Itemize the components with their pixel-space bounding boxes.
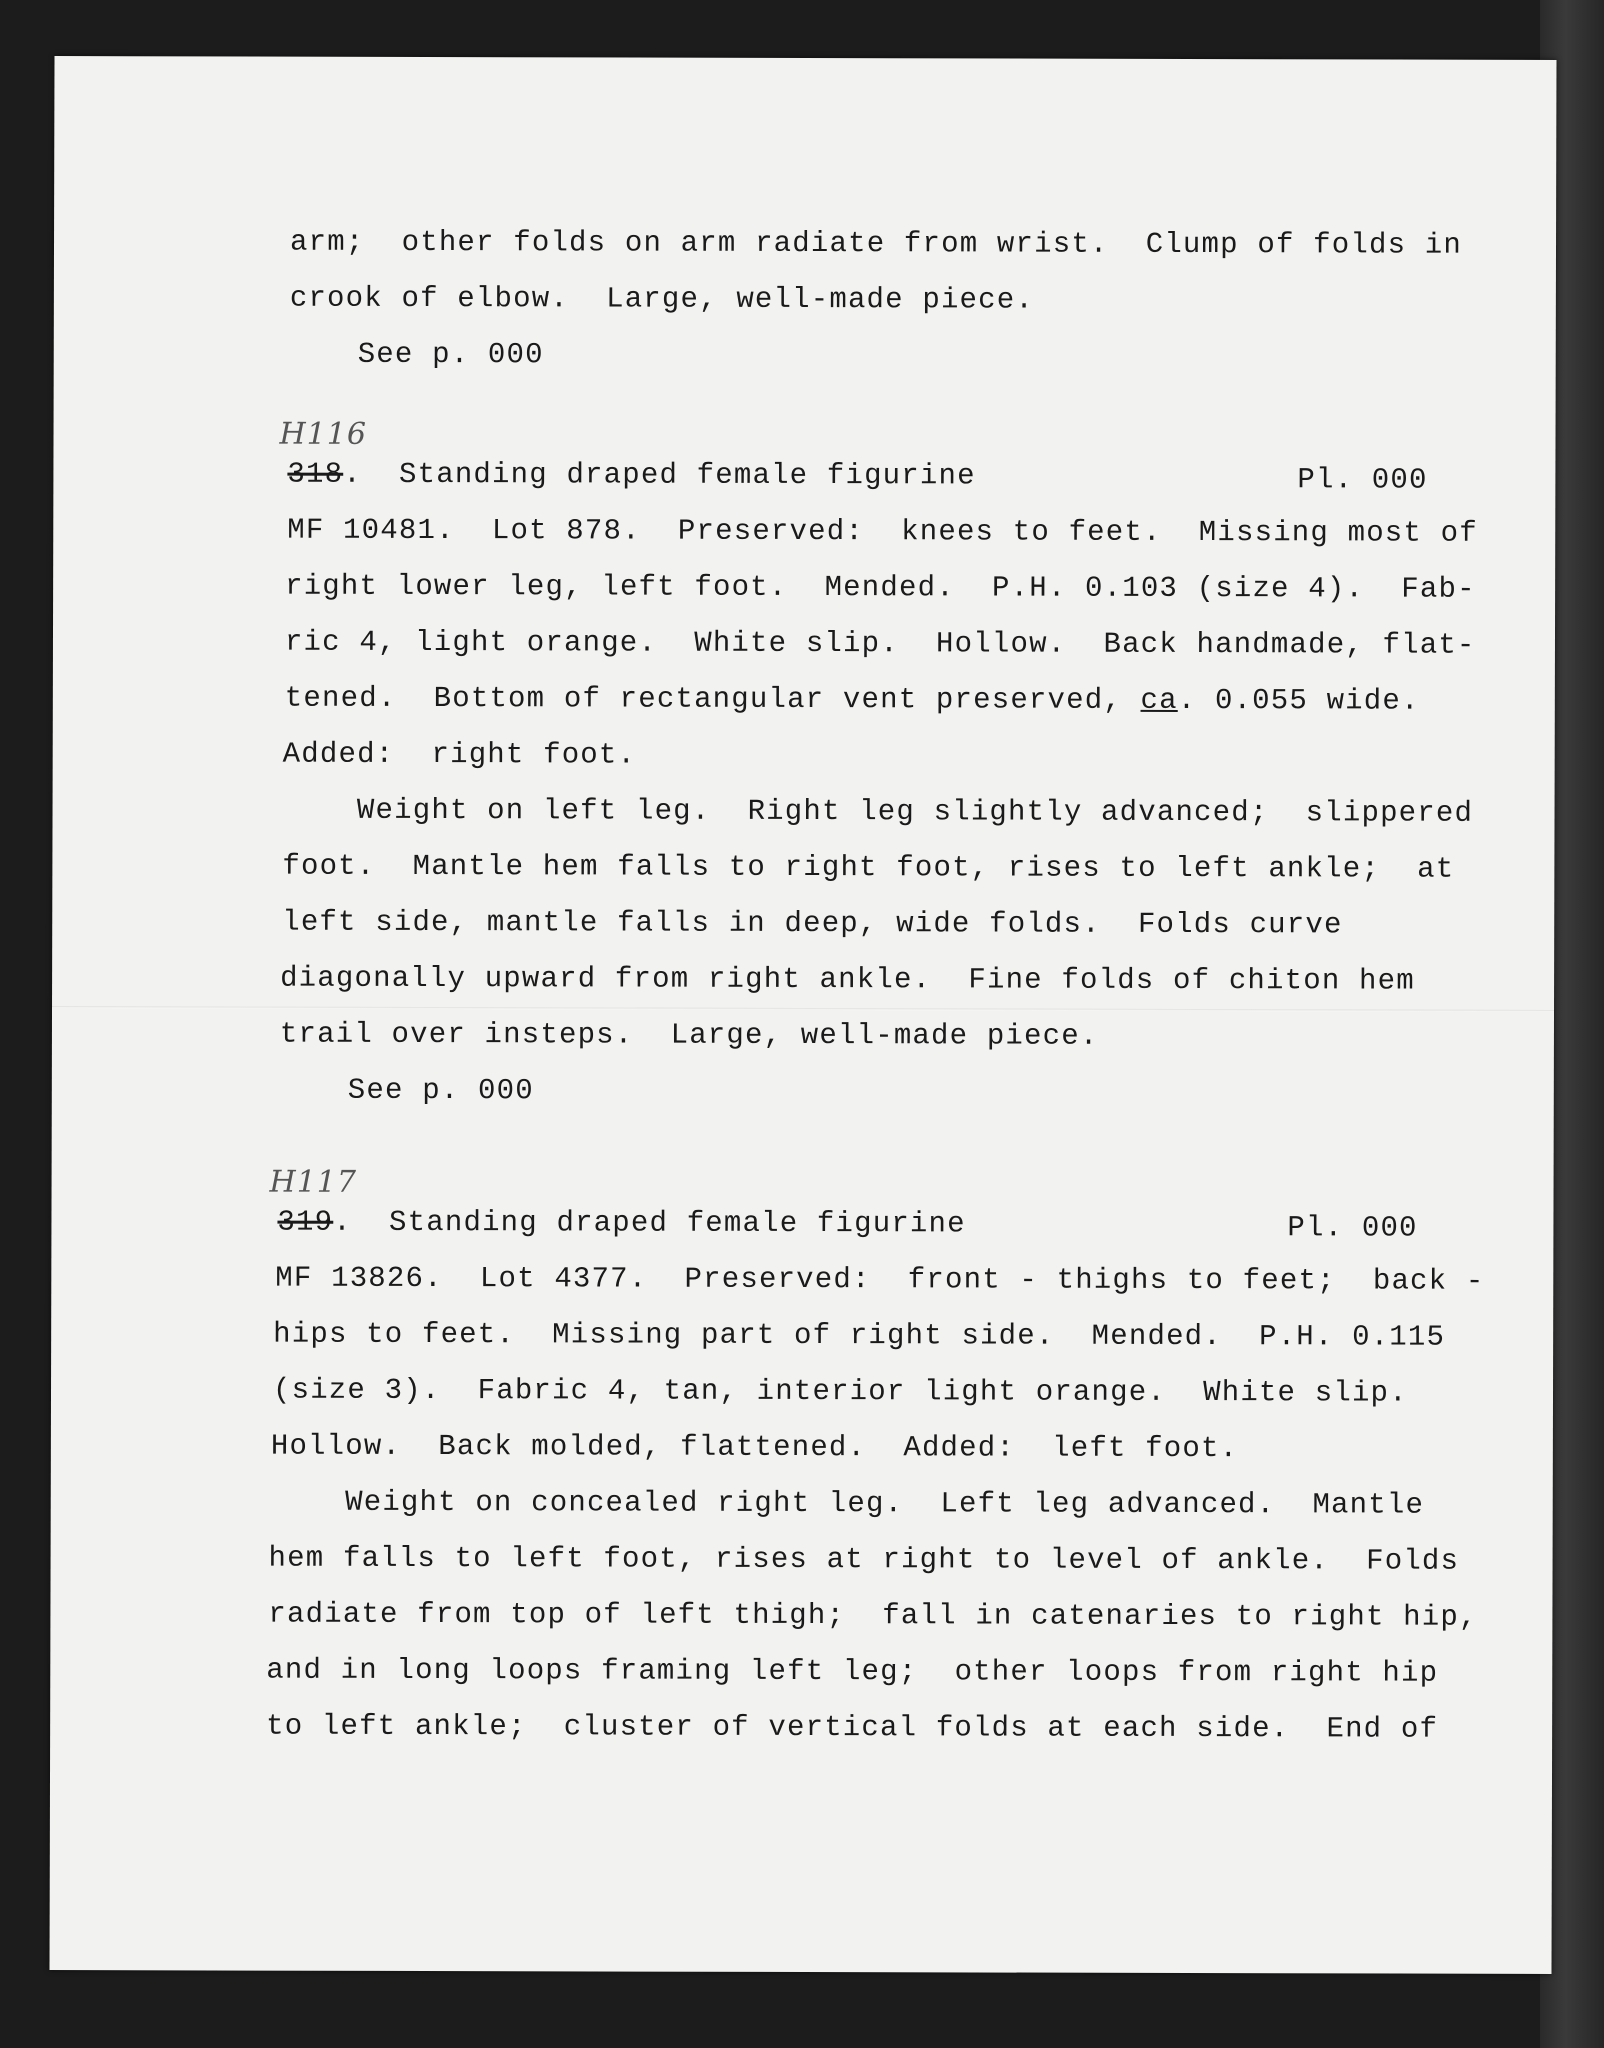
text-line: right lower leg, left foot. Mended. P.H. 0.103 (size 4). Fab- xyxy=(285,569,1476,606)
entry-heading xyxy=(277,1205,965,1243)
text-line: and in long loops framing left leg; other loops from right hip xyxy=(266,1653,1439,1690)
text-line: left side, mantle falls in deep, wide folds. Folds curve xyxy=(282,905,1343,942)
see-reference: See p. 000 xyxy=(357,337,544,372)
text-line: MF 13826. Lot 4377. Preserved: front - thighs to feet; back - xyxy=(275,1261,1485,1298)
document-page xyxy=(49,56,1556,1974)
text-line: crook of elbow. Large, well-made piece. xyxy=(289,281,1035,317)
see-reference: See p. 000 xyxy=(347,1073,534,1108)
paper-fold xyxy=(52,1006,1554,1012)
text-line: Added: right foot. xyxy=(282,737,637,772)
text-line: to left ankle; cluster of vertical folds at each side. End of xyxy=(266,1709,1439,1746)
plate-reference: Pl. 000 xyxy=(1297,463,1428,497)
text-line: trail over insteps. Large, well-made piece. xyxy=(279,1017,1099,1053)
text-line: Hollow. Back molded, flattened. Added: left foot. xyxy=(270,1429,1239,1466)
entry-heading xyxy=(287,457,975,495)
text-line: MF 10481. Lot 878. Preserved: knees to feet. Missing most of xyxy=(287,513,1478,550)
text-line: hem falls to left foot, rises at right to level of ankle. Folds xyxy=(268,1541,1460,1578)
entry-title: . Standing draped female figurine xyxy=(343,457,976,493)
struck-number: 318 xyxy=(287,457,344,491)
struck-number: 319 xyxy=(277,1205,334,1239)
text-line: Weight on left leg. Right leg slightly advanced; slippered xyxy=(282,793,1474,830)
text-line xyxy=(285,681,1420,720)
handwritten-number: H116 xyxy=(279,416,368,452)
text-line: ric 4, light orange. White slip. Hollow. Back handmade, flat- xyxy=(284,625,1476,662)
text-line: arm; other folds on arm radiate from wrist. Clump of folds in xyxy=(289,225,1463,262)
text-span: . 0.055 wide. xyxy=(1177,683,1420,718)
entry-title: . Standing draped female figurine xyxy=(333,1205,966,1241)
text-line: foot. Mantle hem falls to right foot, rises to left ankle; at xyxy=(282,849,1455,886)
text-line: hips to feet. Missing part of right side. Mended. P.H. 0.115 xyxy=(273,1317,1446,1354)
text-line: Weight on concealed right leg. Left leg advanced. Mantle xyxy=(270,1485,1425,1522)
text-span: tened. Bottom of rectangular vent preserved, xyxy=(284,681,1141,717)
text-line: (size 3). Fabric 4, tan, interior light orange. White slip. xyxy=(272,1373,1408,1410)
text-line: radiate from top of left thigh; fall in catenaries to right hip, xyxy=(268,1597,1478,1634)
underlined-ca: ca xyxy=(1140,683,1178,717)
plate-reference: Pl. 000 xyxy=(1287,1211,1418,1245)
handwritten-number: H117 xyxy=(269,1164,358,1200)
text-line: diagonally upward from right ankle. Fine folds of chiton hem xyxy=(280,961,1415,998)
